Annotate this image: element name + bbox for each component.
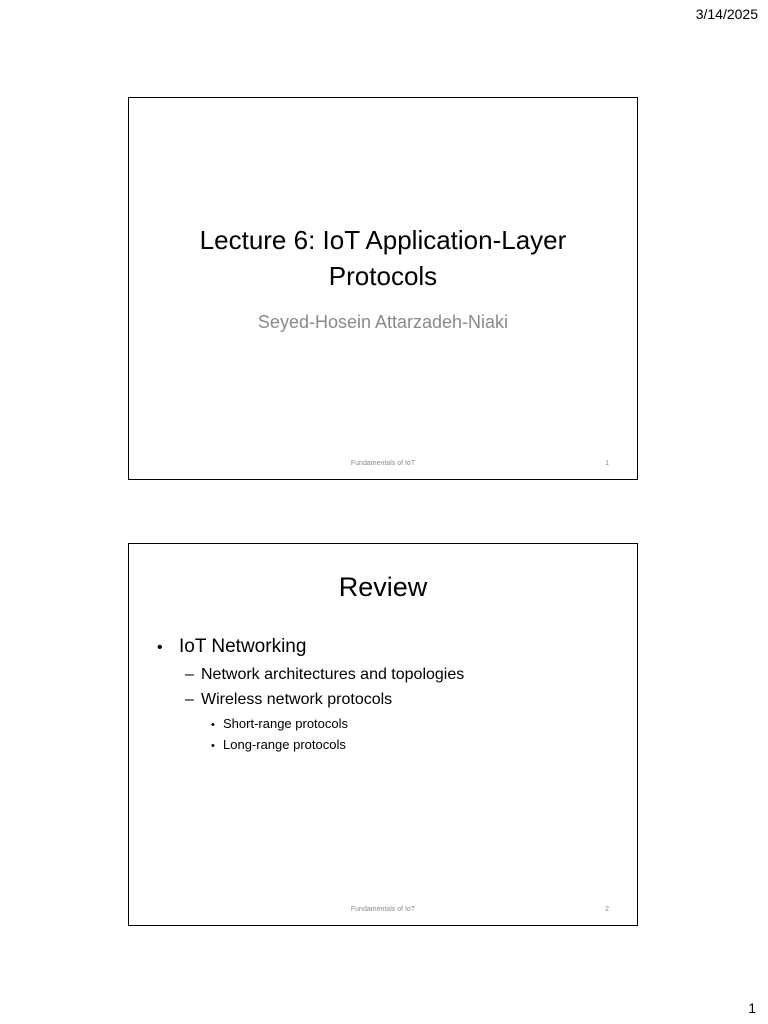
bullet-marker: •	[157, 639, 163, 656]
slide-number: 2	[605, 906, 609, 913]
slide-title-line-1: Lecture 6: IoT Application-Layer	[199, 225, 567, 255]
slide-title: Review	[338, 572, 428, 602]
sub-bullet-item	[185, 666, 617, 684]
bullet-text: IoT Networking	[179, 636, 307, 657]
sub-sub-bullet-item	[211, 716, 617, 731]
slide-2	[128, 543, 638, 926]
bullet-marker: •	[211, 719, 215, 731]
bullet-text: Short-range protocols	[223, 716, 349, 731]
sub-bullet-item	[185, 691, 617, 709]
page-date: 3/14/2025	[695, 6, 758, 22]
bullet-item	[157, 636, 617, 658]
slide-1	[128, 97, 638, 480]
slide-subtitle: Seyed-Hosein Attarzadeh-Niaki	[257, 312, 509, 332]
bullet-text: Long-range protocols	[223, 737, 346, 752]
slide-number: 1	[605, 460, 609, 467]
slide-footer: Fundamentals of IoT	[350, 906, 416, 913]
title-block	[129, 222, 637, 333]
slide-title-line-2: Protocols	[328, 261, 438, 291]
slide-footer: Fundamentals of IoT	[350, 460, 416, 467]
bullet-marker: –	[185, 691, 194, 708]
page-number: 1	[748, 1000, 756, 1016]
bullet-marker: •	[211, 740, 215, 752]
bullet-list	[157, 636, 617, 758]
bullet-marker: –	[185, 666, 194, 683]
bullet-text: Wireless network protocols	[201, 691, 393, 708]
bullet-text: Network architectures and topologies	[201, 666, 465, 683]
sub-sub-bullet-item	[211, 737, 617, 752]
